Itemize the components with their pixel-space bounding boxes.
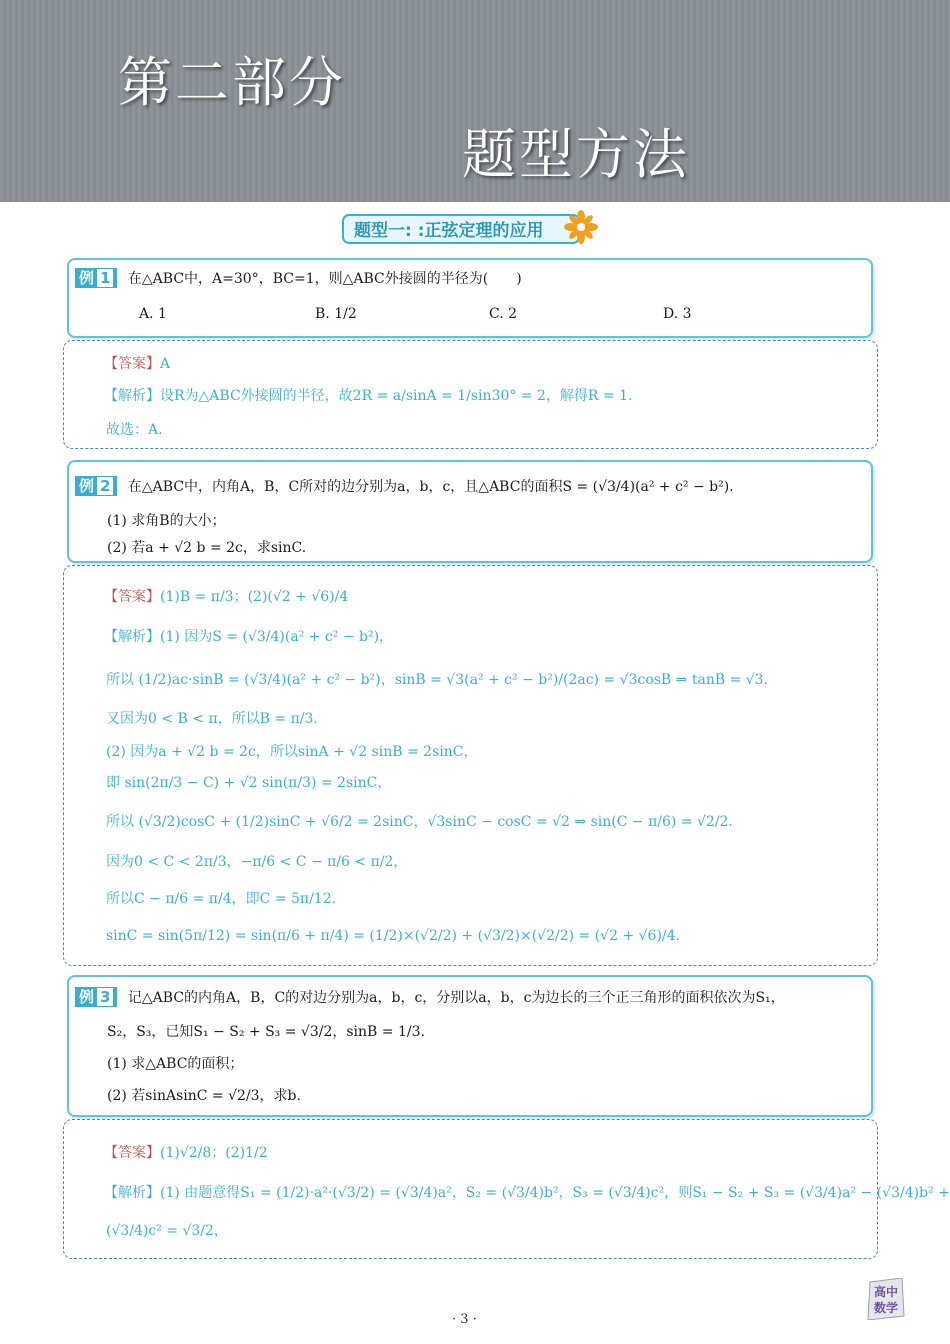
answer-2-row — [104, 586, 348, 606]
example-3-stem-row — [75, 987, 785, 1007]
analysis-line: 又因为0 < B < π，所以B = π/3. — [106, 711, 318, 727]
analysis-line: 即 sin(2π/3 − C) + √2 sin(π/3) = 2sinC， — [106, 775, 392, 791]
analysis-label: 【解析】 — [104, 1185, 160, 1201]
example-2-box — [67, 460, 873, 563]
answer-label: 【答案】 — [104, 589, 160, 605]
analysis-label: 【解析】 — [104, 388, 160, 404]
answer-value: (1)√2/8；(2)1/2 — [160, 1145, 268, 1161]
analysis-line: (2) 因为a + √2 b = 2c，所以sinA + √2 sinB = 2sinC， — [106, 744, 478, 760]
answer-label: 【答案】 — [104, 1145, 160, 1161]
example-tag: 例 2 — [75, 476, 117, 496]
analysis-line: sinC = sin(5π/12) = sin(π/6 + π/4) = (1/2)×(√2/2) + (√3/2)×(√2/2) = (√2 + √6)/4. — [106, 928, 680, 944]
analysis-line: 所以 (√3/2)cosC + (1/2)sinC + √6/2 = 2sinC，√3sinC − cosC = √2 ⇒ sin(C − π/6) = √2/2. — [106, 814, 733, 830]
answer-2-box — [63, 565, 878, 966]
example-2-stem-row — [75, 476, 734, 496]
example-1-stem: 在△ABC中，A=30°，BC=1，则△ABC外接圆的半径为( ) — [127, 271, 522, 287]
answer-3-box — [63, 1119, 950, 1259]
analysis-line: (1) 由题意得S₁ = (1/2)·a²·(√3/2) = (√3/4)a²，S₂ = (√3/4)b²，S₃ = (√3/4)c²，则S₁ − S₂ + S₃ = (√3/4)a² − (√3/4)b² + — [160, 1185, 950, 1201]
answer-label: 【答案】 — [104, 356, 160, 372]
answer-1-row — [104, 353, 170, 373]
analysis-line: 所以C − π/6 = π/4，即C = 5π/12. — [106, 891, 337, 907]
analysis-label: 【解析】 — [104, 629, 160, 645]
section-heading-text: 题型一: :正弦定理的应用 — [354, 221, 544, 241]
option-d: D. 3 — [663, 306, 692, 322]
question-2: (2) 若sinAsinC = √2/3，求b. — [107, 1088, 301, 1104]
math-logo-icon — [866, 1278, 906, 1320]
option-a: A. 1 — [139, 306, 167, 322]
example-tag: 例 3 — [75, 987, 117, 1007]
question-1: (1) 求角B的大小； — [107, 513, 226, 529]
section-heading — [342, 214, 580, 244]
flower-icon — [564, 210, 598, 244]
header-banner — [0, 0, 950, 202]
svg-text:高中: 高中 — [873, 1285, 899, 1299]
answer-value: (1)B = π/3；(2)(√2 + √6)/4 — [160, 589, 349, 605]
analysis-1-row — [104, 385, 632, 405]
option-c: C. 2 — [489, 306, 518, 322]
svg-text:数学: 数学 — [873, 1301, 899, 1315]
example-1-stem-row — [75, 268, 522, 288]
page-number: · 3 · — [452, 1312, 477, 1327]
option-b: B. 1/2 — [315, 306, 357, 322]
analysis-line: 所以 (1/2)ac·sinB = (√3/4)(a² + c² − b²)，sinB = √3(a² + c² − b²)/(2ac) = √3cosB ⇒ tanB = √3. — [106, 672, 769, 688]
example-3-stem-cont: S₂，S₃，已知S₁ − S₂ + S₃ = √3/2，sinB = 1/3. — [107, 1024, 425, 1040]
example-2-stem: 在△ABC中，内角A，B，C所对的边分别为a，b，c，且△ABC的面积S = (√3/4)(a² + c² − b²). — [127, 479, 734, 495]
example-3-box — [67, 975, 873, 1117]
example-3-stem: 记△ABC的内角A，B，C的对边分别为a，b，c，分别以a，b，c为边长的三个正三角形的面积依次为S₁， — [127, 990, 785, 1006]
part-title: 第二部分 — [118, 51, 346, 114]
answer-1-box — [63, 340, 878, 449]
conclusion-text: 故选：A. — [106, 422, 163, 438]
question-1: (1) 求△ABC的面积； — [107, 1056, 244, 1072]
topic-title: 题型方法 — [462, 123, 690, 186]
answer-3-row — [104, 1142, 268, 1162]
analysis-3-row — [104, 1182, 950, 1202]
question-2: (2) 若a + √2 b = 2c，求sinC. — [107, 540, 307, 556]
example-1-box — [67, 258, 873, 338]
analysis-line: (√3/4)c² = √3/2， — [106, 1223, 228, 1239]
analysis-line: (1) 因为S = (√3/4)(a² + c² − b²)， — [160, 629, 394, 645]
analysis-line: 因为0 < C < 2π/3，−π/6 < C − π/6 < π/2， — [106, 854, 408, 870]
analysis-text: 设R为△ABC外接圆的半径，故2R = a/sinA = 1/sin30° = 2，解得R = 1. — [160, 388, 633, 404]
answer-value: A — [160, 356, 171, 372]
example-tag: 例 1 — [75, 268, 117, 288]
analysis-2-row — [104, 626, 393, 646]
